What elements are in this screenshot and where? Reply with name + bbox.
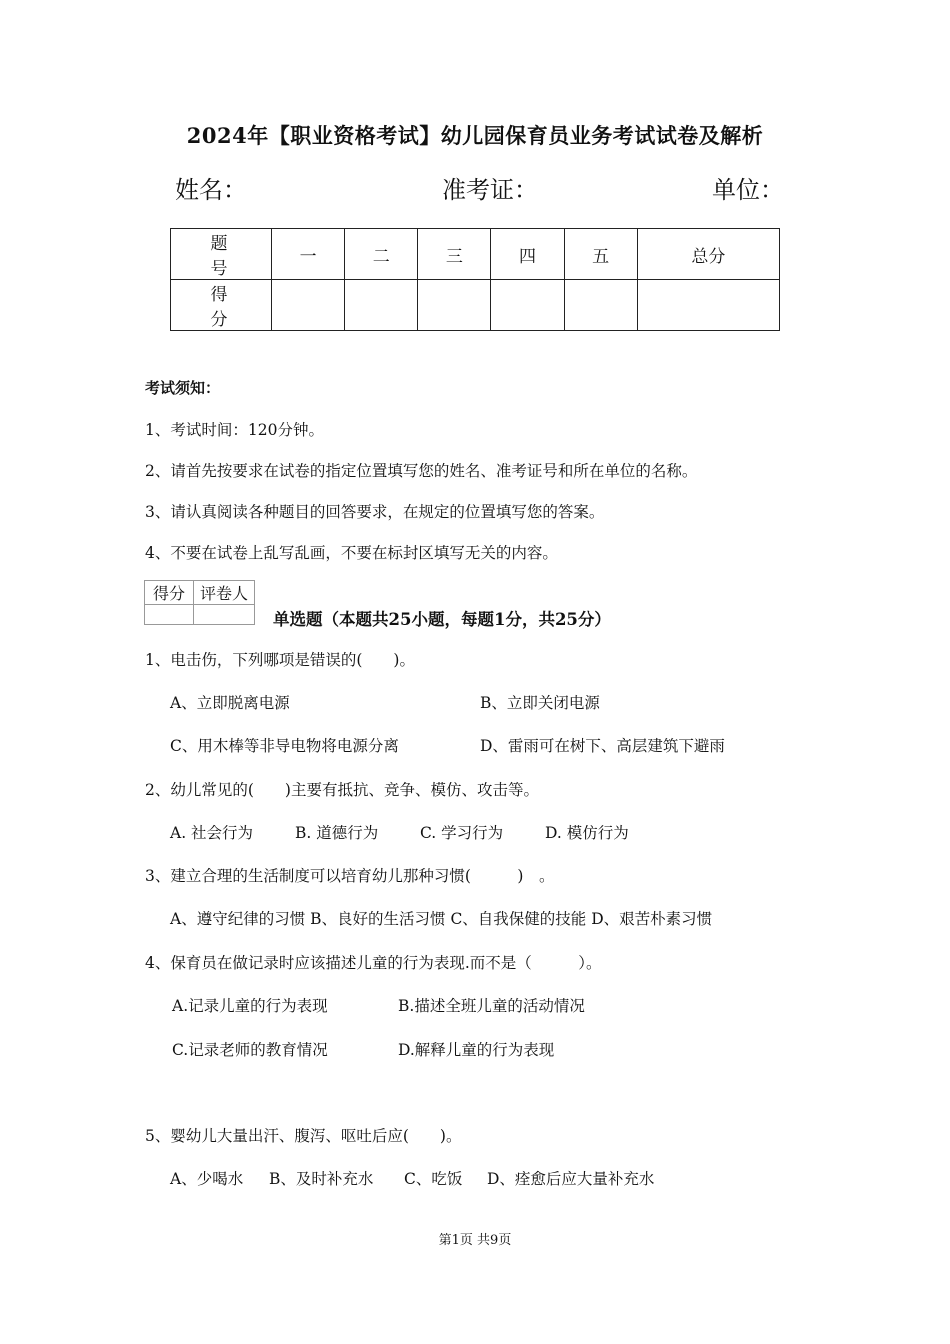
- page-footer: 第1页 共9页: [438, 1233, 512, 1248]
- score-cell[interactable]: [272, 280, 345, 331]
- score-cell[interactable]: [418, 280, 491, 331]
- score-table-col-2: 二: [345, 229, 418, 280]
- ticket-field-label: 准考证：: [442, 176, 538, 204]
- score-table-col-4: 四: [491, 229, 564, 280]
- question-stem: 3、建立合理的生活制度可以培育幼儿那种习惯( ) 。: [145, 867, 555, 885]
- score-table-header-row: [171, 229, 780, 280]
- score-table-row-label: 题 号: [171, 229, 272, 280]
- score-table: [170, 228, 780, 331]
- notice-item: 3、请认真阅读各种题目的回答要求，在规定的位置填写您的答案。: [145, 503, 605, 521]
- option-c: C.记录老师的教育情况: [172, 1041, 328, 1059]
- exam-title: 2024年【职业资格考试】幼儿园保育员业务考试试卷及解析: [186, 123, 764, 148]
- question-stem: 4、保育员在做记录时应该描述儿童的行为表现.而不是（ ）。: [145, 954, 602, 972]
- option-b: B.描述全班儿童的活动情况: [398, 997, 585, 1015]
- score-table-col-3: 三: [418, 229, 491, 280]
- score-cell[interactable]: [491, 280, 564, 331]
- question-stem: 2、幼儿常见的( )主要有抵抗、竞争、模仿、攻击等。: [145, 781, 539, 799]
- option-d: D.解释儿童的行为表现: [398, 1041, 555, 1059]
- score-row-label: 得 分: [171, 280, 272, 331]
- score-cell[interactable]: [637, 280, 779, 331]
- option-a: A. 社会行为: [170, 824, 254, 842]
- option-a: A、立即脱离电源: [170, 694, 290, 712]
- score-table-col-1: 一: [272, 229, 345, 280]
- notice-item: 1、考试时间：120分钟。: [145, 421, 324, 439]
- unit-field-label: 单位：: [712, 176, 784, 204]
- grader-score-label: 得分: [145, 581, 194, 605]
- options-line: A、遵守纪律的习惯 B、良好的生活习惯 C、自我保健的技能 D、艰苦朴素习惯: [170, 910, 713, 928]
- option-b: B. 道德行为: [295, 824, 379, 842]
- option-d: D. 模仿行为: [545, 824, 629, 842]
- notice-item: 4、不要在试卷上乱写乱画，不要在标封区填写无关的内容。: [145, 544, 558, 562]
- question-stem: 5、婴幼儿大量出汗、腹泻、呕吐后应( )。: [145, 1127, 462, 1145]
- option-b: B、及时补充水: [269, 1170, 374, 1188]
- option-c: C、用木棒等非导电物将电源分离: [170, 737, 399, 755]
- option-d: D、雷雨可在树下、高层建筑下避雨: [480, 737, 725, 755]
- score-cell[interactable]: [564, 280, 637, 331]
- score-table-col-5: 五: [564, 229, 637, 280]
- score-cell[interactable]: [345, 280, 418, 331]
- option-a: A、少喝水: [170, 1170, 244, 1188]
- grader-name-label: 评卷人: [194, 581, 255, 605]
- name-field-label: 姓名：: [175, 176, 247, 204]
- option-c: C. 学习行为: [420, 824, 504, 842]
- notice-heading: 考试须知：: [145, 379, 221, 397]
- grader-box: [144, 580, 255, 625]
- question-stem: 1、电击伤，下列哪项是错误的( )。: [145, 651, 415, 669]
- score-table-col-total: 总分: [637, 229, 779, 280]
- section-title: 单选题（本题共25小题，每题1分，共25分）: [273, 610, 611, 629]
- grader-score-cell[interactable]: [145, 605, 194, 625]
- notice-item: 2、请首先按要求在试卷的指定位置填写您的姓名、准考证号和所在单位的名称。: [145, 462, 698, 480]
- option-d: D、痊愈后应大量补充水: [487, 1170, 655, 1188]
- grader-name-cell[interactable]: [194, 605, 255, 625]
- score-table-score-row: [171, 280, 780, 331]
- option-b: B、立即关闭电源: [480, 694, 600, 712]
- option-a: A.记录儿童的行为表现: [172, 997, 328, 1015]
- option-c: C、吃饭: [404, 1170, 463, 1188]
